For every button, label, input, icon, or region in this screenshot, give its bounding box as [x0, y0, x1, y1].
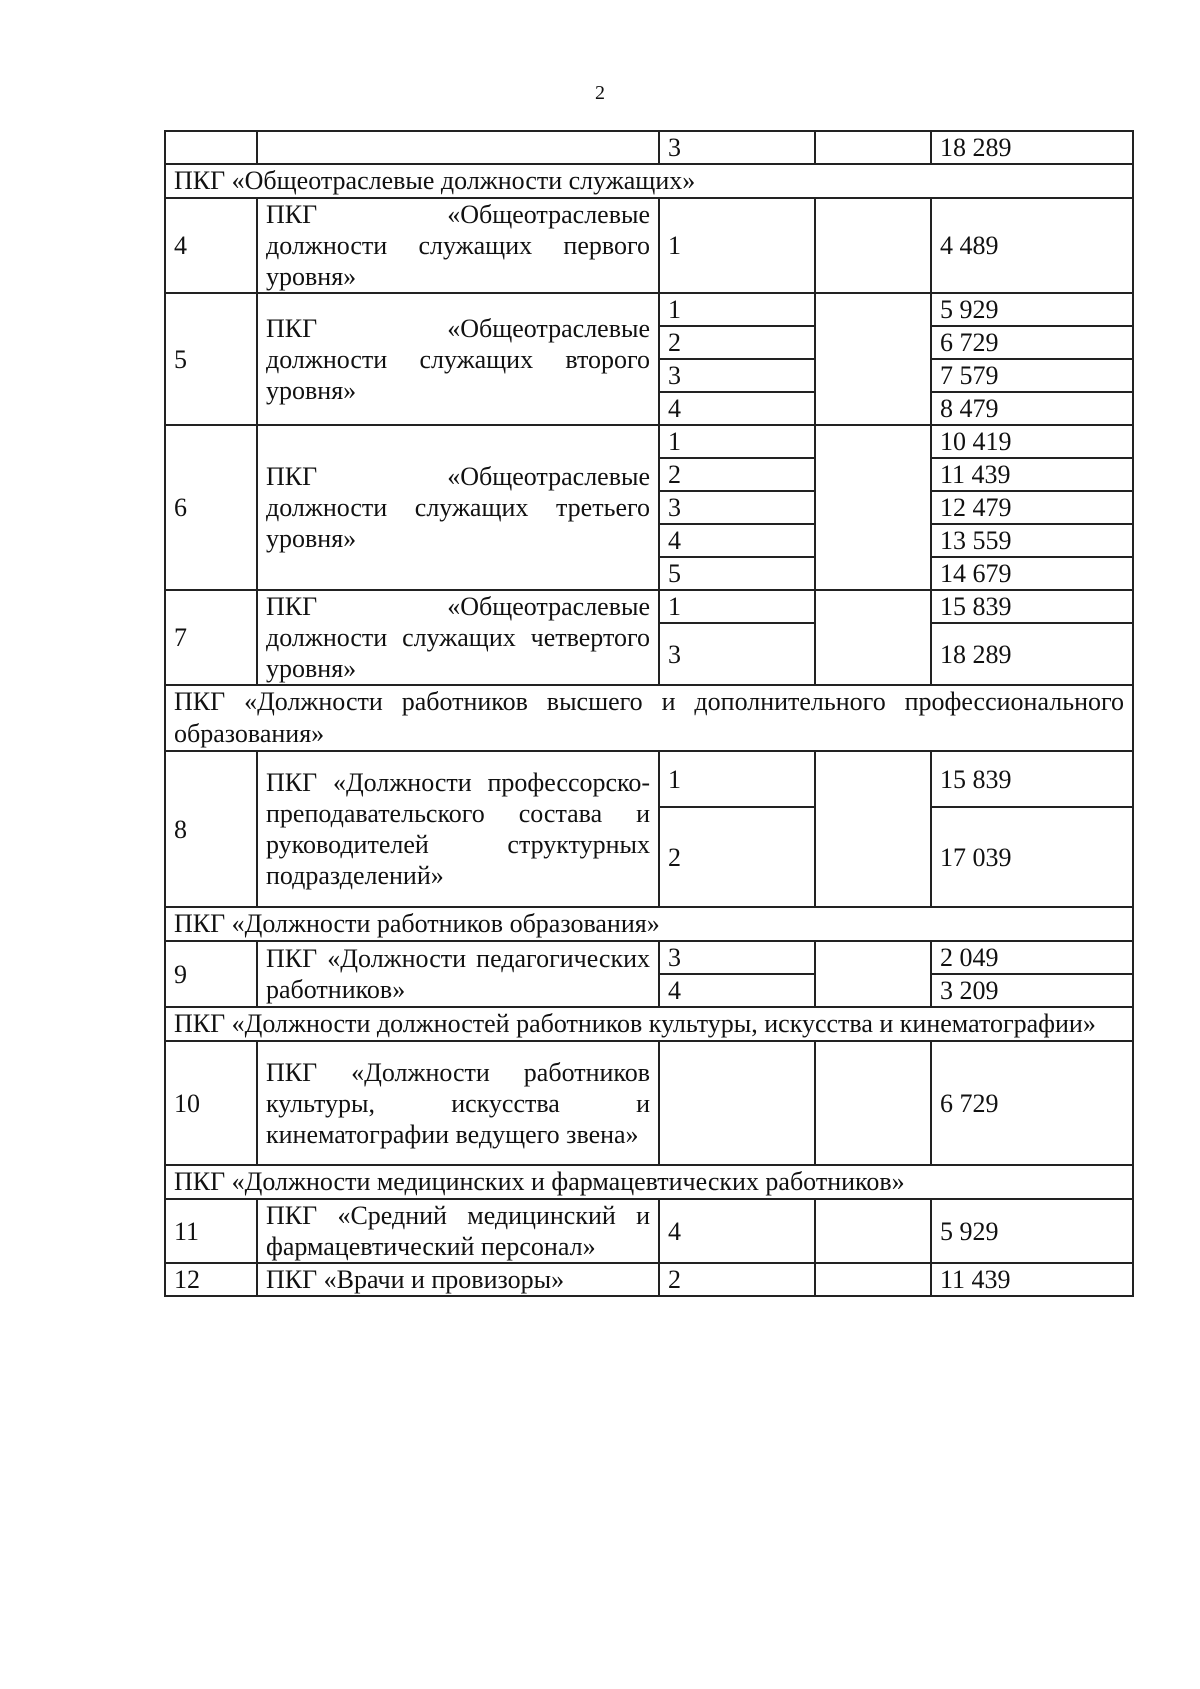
group-number-cell: 9: [165, 941, 257, 1007]
section-row: [165, 164, 1133, 198]
salary-cell: 18 289: [931, 131, 1133, 164]
level-cell: 1: [659, 198, 815, 293]
section-row: [165, 1165, 1133, 1199]
salary-cell: 3 209: [931, 974, 1133, 1007]
salary-cell: 15 839: [931, 590, 1133, 623]
section-title: ПКГ «Общеотраслевые должности служащих»: [165, 164, 1133, 198]
level-cell: 1: [659, 293, 815, 326]
level-cell: 1: [659, 590, 815, 623]
salary-cell: 12 479: [931, 491, 1133, 524]
level-cell: 4: [659, 392, 815, 425]
salary-cell: 5 929: [931, 1199, 1133, 1263]
section-row: [165, 685, 1133, 751]
level-cell: 2: [659, 326, 815, 359]
salary-cell: 6 729: [931, 1041, 1133, 1165]
group-name-cell: ПКГ «Средний медицинский и фармацевтический персонал»: [257, 1199, 659, 1263]
table-row: [165, 1041, 1133, 1165]
salary-cell: 4 489: [931, 198, 1133, 293]
group-number-cell: 5: [165, 293, 257, 425]
salary-cell: 11 439: [931, 1263, 1133, 1296]
page-number: 2: [595, 82, 605, 104]
empty-cell: [815, 425, 931, 590]
salary-cell: 11 439: [931, 458, 1133, 491]
empty-cell: [815, 198, 931, 293]
empty-cell: [815, 131, 931, 164]
level-cell: 2: [659, 458, 815, 491]
group-name-cell: ПКГ «Врачи и провизоры»: [257, 1263, 659, 1296]
group-number-cell: 12: [165, 1263, 257, 1296]
table-row: [165, 1263, 1133, 1296]
group-name-cell: ПКГ «Общеотраслевые должности служащих первого уровня»: [257, 198, 659, 293]
salary-cell: 17 039: [931, 807, 1133, 907]
table-row: [165, 1199, 1133, 1263]
group-name-cell: ПКГ «Должности педагогических работников»: [257, 941, 659, 1007]
salary-cell: 15 839: [931, 751, 1133, 807]
group-number-cell: 6: [165, 425, 257, 590]
level-cell: 4: [659, 1199, 815, 1263]
table-row: [165, 941, 1133, 974]
salary-cell: 2 049: [931, 941, 1133, 974]
level-cell: 3: [659, 131, 815, 164]
level-cell: [659, 1041, 815, 1165]
empty-cell: [815, 1263, 931, 1296]
group-name-cell: [257, 131, 659, 164]
level-cell: 3: [659, 623, 815, 685]
salary-cell: 8 479: [931, 392, 1133, 425]
group-number-cell: 11: [165, 1199, 257, 1263]
section-title: ПКГ «Должности работников высшего и дополнительного профессионального образования»: [165, 685, 1133, 751]
empty-cell: [815, 293, 931, 425]
group-name-cell: ПКГ «Должности работников культуры, искусства и кинематографии ведущего звена»: [257, 1041, 659, 1165]
empty-cell: [815, 751, 931, 907]
level-cell: 1: [659, 425, 815, 458]
table-row: [165, 293, 1133, 326]
section-title: ПКГ «Должности должностей работников культуры, искусства и кинематографии»: [165, 1007, 1133, 1041]
salary-cell: 7 579: [931, 359, 1133, 392]
empty-cell: [815, 1041, 931, 1165]
group-number-cell: 4: [165, 198, 257, 293]
section-row: [165, 1007, 1133, 1041]
level-cell: 4: [659, 974, 815, 1007]
section-title: ПКГ «Должности медицинских и фармацевтических работников»: [165, 1165, 1133, 1199]
group-name-cell: ПКГ «Общеотраслевые должности служащих четвертого уровня»: [257, 590, 659, 685]
empty-cell: [815, 590, 931, 685]
level-cell: 3: [659, 491, 815, 524]
level-cell: 5: [659, 557, 815, 590]
group-number-cell: 7: [165, 590, 257, 685]
level-cell: 3: [659, 359, 815, 392]
empty-cell: [815, 1199, 931, 1263]
salary-cell: 5 929: [931, 293, 1133, 326]
group-number-cell: 8: [165, 751, 257, 907]
empty-cell: [815, 941, 931, 1007]
level-cell: 1: [659, 751, 815, 807]
section-title: ПКГ «Должности работников образования»: [165, 907, 1133, 941]
level-cell: 4: [659, 524, 815, 557]
salary-cell: 10 419: [931, 425, 1133, 458]
table-row: [165, 198, 1133, 293]
salary-cell: 13 559: [931, 524, 1133, 557]
salary-cell: 14 679: [931, 557, 1133, 590]
salary-cell: 6 729: [931, 326, 1133, 359]
section-row: [165, 907, 1133, 941]
table-row: [165, 751, 1133, 807]
level-cell: 2: [659, 807, 815, 907]
level-cell: 2: [659, 1263, 815, 1296]
salary-cell: 18 289: [931, 623, 1133, 685]
table-row: [165, 590, 1133, 623]
table-row: [165, 425, 1133, 458]
salary-table: [164, 130, 1134, 1297]
group-number-cell: 10: [165, 1041, 257, 1165]
group-name-cell: ПКГ «Должности профессорско-преподавательского состава и руководителей структурных подразделений»: [257, 751, 659, 907]
level-cell: 3: [659, 941, 815, 974]
group-name-cell: ПКГ «Общеотраслевые должности служащих второго уровня»: [257, 293, 659, 425]
group-name-cell: ПКГ «Общеотраслевые должности служащих третьего уровня»: [257, 425, 659, 590]
group-number-cell: [165, 131, 257, 164]
table-row: [165, 131, 1133, 164]
